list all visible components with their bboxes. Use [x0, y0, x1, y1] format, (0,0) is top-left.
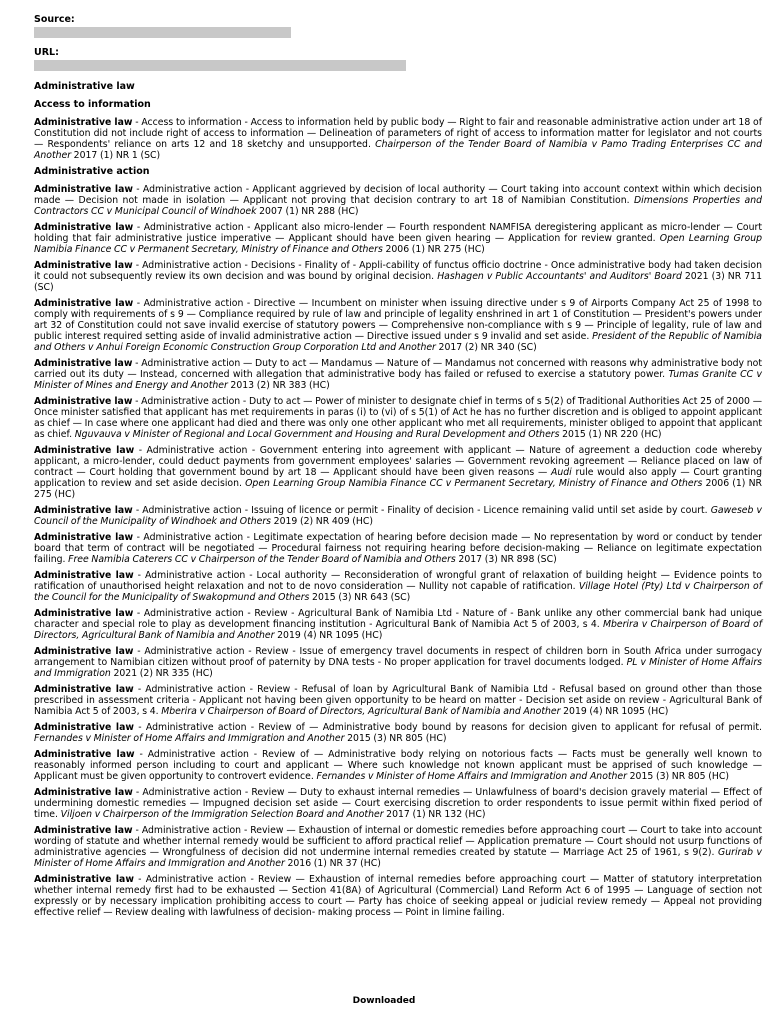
digest-entry — [34, 117, 762, 161]
entry-text: - Administrative action - Legitimate expectation of hearing before decision made — No representation by word or conduct by tender board that term of contract will be negotiated — Procedural fairness not requiring hearing before decision-making — Reliance on legitimate expectation failing. — [34, 532, 762, 565]
entry-term: Administrative law — [34, 684, 134, 695]
case-name: Fernandes v Minister of Home Affairs and Immigration and Another — [316, 771, 627, 782]
entry-text: - Administrative action - Review of — Administrative body relying on notorious facts — Facts must be generally well known to reasonably informed person including to court and applicant — Where such knowledge not known applicant must be apprised of such knowledge — Applicant must be given opportunity to controvert evidence. — [34, 749, 762, 782]
digest-entry — [34, 532, 762, 565]
entry-term: Administrative law — [34, 184, 133, 195]
subheading-administrative-action: Administrative action — [34, 166, 150, 177]
case-citation: 2019 (2) NR 409 (HC) — [271, 516, 374, 527]
entry-text-continued: rule would also apply — Court granting application to review and set aside decision. — [34, 467, 762, 489]
case-name: Mberira v Chairperson of Board of Directors, Agricultural Bank of Namibia and Another — [34, 619, 762, 641]
entry-term: Administrative law — [34, 222, 134, 233]
case-citation: 2007 (1) NR 288 (HC) — [256, 206, 359, 217]
entry-term: Administrative law — [34, 570, 134, 581]
entry-term: Administrative law — [34, 646, 134, 657]
case-name: Hashagen v Public Accountants' and Auditors' Board — [437, 271, 682, 282]
case-citation: 2015 (3) NR 643 (SC) — [309, 592, 411, 603]
entry-term: Administrative law — [34, 396, 133, 407]
entry-text-italic: Audi — [550, 467, 572, 478]
source-redaction — [34, 27, 291, 38]
case-name: Open Learning Group Namibia Finance CC v Permanent Secretary, Ministry of Finance and Others — [34, 233, 763, 255]
entry-term: Administrative law — [34, 722, 134, 733]
section-heading: Administrative law — [34, 81, 135, 92]
entry-term: Administrative law — [34, 298, 134, 309]
case-name: Gurirab v Minister of Home Affairs and Immigration and Another — [34, 847, 762, 869]
digest-entry — [34, 184, 762, 217]
case-name: Village Hotel (Pty) Ltd v Chairperson of the Council for the Municipality of Swakopmund and Others — [34, 581, 762, 603]
entry-term: Administrative law — [34, 260, 133, 271]
case-citation: 2021 (3) NR 711 (SC) — [34, 271, 762, 293]
entry-term: Administrative law — [34, 608, 134, 619]
url-label: URL: — [34, 47, 59, 58]
case-citation: 2006 (1) NR 275 (HC) — [382, 244, 485, 255]
digest-entry — [34, 722, 762, 744]
digest-entry — [34, 684, 762, 717]
entry-text: - Administrative action - Review — Duty to exhaust internal remedies — Unlawfulness of board's decision gravely material — Effect of undermining domestic remedies — Impugned decision set aside — Court exercising discretion to order respondents to issue permit within fixed period of time. — [34, 787, 762, 820]
case-citation: 2015 (3) NR 805 (HC) — [344, 733, 447, 744]
case-citation: 2006 (1) NR 275 (HC) — [34, 478, 762, 500]
entry-term: Administrative law — [34, 505, 133, 516]
entries-action — [34, 184, 762, 918]
case-citation: 2019 (4) NR 1095 (HC) — [560, 706, 669, 717]
digest-entry — [34, 445, 762, 500]
entry-text: - Administrative action - Review - Agricultural Bank of Namibia Ltd - Nature of - Bank unlike any other commercial bank had unique character and special role to play as development financing institution - Agricultural Bank of Namibia Act 5 of 2003, s 4. — [34, 608, 762, 630]
digest-entry — [34, 646, 762, 679]
entry-term: Administrative law — [34, 825, 133, 836]
case-citation: 2017 (2) NR 340 (SC) — [435, 342, 537, 353]
case-citation: 2017 (1) NR 1 (SC) — [71, 150, 161, 161]
entry-term: Administrative law — [34, 445, 135, 456]
entry-text: - Administrative action - Government entering into agreement with applicant — Nature of agreement a deduction code whereby applicant, a micro-lender, could deduct payments from government employees' salaries — Government revoking agreement — Reliance placed on law of contract — Court holding that government bound by art 18 — Applicant should have been given reasons — — [34, 445, 762, 478]
digest-entry — [34, 396, 762, 440]
case-citation: 2015 (3) NR 805 (HC) — [626, 771, 729, 782]
case-name: Mberira v Chairperson of Board of Directors, Agricultural Bank of Namibia and Another — [161, 706, 561, 717]
case-name: Fernandes v Minister of Home Affairs and Immigration and Another — [34, 733, 345, 744]
url-redaction — [34, 60, 406, 71]
case-name: Dimensions Properties and Contractors CC v Municipal Council of Windhoek — [34, 195, 762, 217]
entry-text: - Administrative action - Review - Issue of emergency travel documents in respect of children born in South Africa under surrogacy arrangement to Namibian citizen without proof of paternity by DNA tests - No proper application for travel documents lodged. — [34, 646, 762, 668]
entry-term: Administrative law — [34, 358, 133, 369]
source-label: Source: — [34, 14, 75, 25]
entries-access — [34, 117, 762, 161]
case-name: Open Learning Group Namibia Finance CC v Permanent Secretary, Ministry of Finance and Others — [245, 478, 703, 489]
digest-entry — [34, 787, 762, 820]
entry-text: - Administrative action - Decisions - Finality of - Appli-cability of functus officio doctrine - Once administrative body had taken decision it could not subsequently review its own decision and was bound by original decision. — [34, 260, 762, 282]
case-name: Chairperson of the Tender Board of Namibia v Pamo Trading Enterprises CC and Another — [34, 139, 763, 161]
downloaded-footer: Downloaded — [352, 996, 416, 1006]
digest-entry — [34, 298, 762, 353]
entry-text: - Administrative action - Directive — Incumbent on minister when issuing directive under s 9 of Airports Company Act 25 of 1998 to comply with requirements of s 9 — Compliance required by rule of law and principle of legality enshrined in art 1 of Constitution — President's powers under art 32 of Constitution could not save invalid exercise of statutory powers — Comprehensive non-compliance with s 9 — Principle of legality, rule of law and public interest required setting aside of invalid administrative action — Directive issued under s 9 invalid and set aside. — [34, 298, 762, 342]
case-citation: 2021 (2) NR 335 (HC) — [110, 668, 213, 679]
subheading-access-to-information: Access to information — [34, 99, 151, 110]
document-page — [34, 14, 762, 923]
entry-text: - Administrative action - Applicant also micro-lender — Fourth respondent NAMFISA deregistering applicant as micro-lender — Court holding that fair administrative justice imperative — Applicant should have been given hearing — Application for review granted. — [34, 222, 762, 244]
digest-entry — [34, 260, 762, 293]
case-name: Nguvauva v Minister of Regional and Local Government and Housing and Rural Development and Others — [74, 429, 560, 440]
entry-text: - Administrative action — Duty to act — Mandamus — Nature of — Mandamus not concerned with reasons why administrative body not carried out its duty — Instead, concerned with allegation that administrative body has failed or refused to exercise a statutory power. — [34, 358, 762, 380]
entry-term: Administrative law — [34, 532, 134, 543]
entry-term: Administrative law — [34, 787, 133, 798]
entry-text: - Administrative action - Applicant aggrieved by decision of local authority — Court taking into account context within which decision made — Decision not made in isolation — Applicant not proving that decision contrary to art 18 of Namibian Constitution. — [34, 184, 762, 206]
case-name: PL v Minister of Home Affairs and Immigration — [34, 657, 762, 679]
digest-entry — [34, 608, 762, 641]
digest-entry — [34, 505, 762, 527]
case-citation: 2015 (1) NR 220 (HC) — [559, 429, 662, 440]
case-citation: 2016 (1) NR 37 (HC) — [284, 858, 381, 869]
case-name: President of the Republic of Namibia and Others v Anhui Foreign Economic Construction Group Corporation Ltd and Another — [34, 331, 762, 353]
entry-term: Administrative law — [34, 117, 133, 128]
digest-entry — [34, 570, 762, 603]
case-citation: 2019 (4) NR 1095 (HC) — [274, 630, 383, 641]
digest-entry — [34, 358, 762, 391]
digest-entry — [34, 825, 762, 869]
entry-text: - Administrative action - Review — Exhaustion of internal or domestic remedies before approaching court — Court to take into account wording of statute and whether internal remedy would be sufficient to afford practical relief — Application premature — Court should not usurp functions of administrative agencies — Wrongfulness of decision did not undermine internal remedies created by statute — Marriage Act 25 of 1961, s 9(2). — [34, 825, 762, 858]
entry-term: Administrative law — [34, 749, 135, 760]
entry-text: - Administrative action - Review — Exhaustion of internal remedies before approaching court — Matter of statutory interpretation whether internal remedy first had to be exhausted — Section 41(8A) of Agricultural (Commercial) Land Reform Act 6 of 1995 — Language of section not expressly or by necessary implication prohibiting access to court — Party has choice of seeking appeal or judicial review remedy — Appeal not providing effective relief — Review dealing with lawfulness of decision- making process — Point in limine failing. — [34, 874, 762, 918]
entry-text: - Administrative action - Issuing of licence or permit - Finality of decision - Licence remaining valid until set aside by court. — [132, 505, 711, 516]
entry-text: - Administrative action - Review of — Administrative body bound by reasons for decision given to applicant for refusal of permit. — [133, 722, 762, 733]
case-citation: 2017 (3) NR 898 (SC) — [455, 554, 557, 565]
case-name: Free Namibia Caterers CC v Chairperson of the Tender Board of Namibia and Others — [68, 554, 456, 565]
case-citation: 2017 (1) NR 132 (HC) — [383, 809, 486, 820]
entry-text: - Administrative action - Review - Refusal of loan by Agricultural Bank of Namibia Ltd - Refusal based on ground other than those prescribed in assessment criteria - Applicant not having been given opportunity to be heard on matter - Decision set aside on review - Agricultural Bank of Namibia Act 5 of 2003, s 4. — [34, 684, 762, 717]
case-name: Gaweseb v Council of the Municipality of Windhoek and Others — [34, 505, 762, 527]
case-name: Viljoen v Chairperson of the Immigration Selection Board and Another — [60, 809, 384, 820]
digest-entry — [34, 874, 762, 918]
digest-entry — [34, 222, 762, 255]
digest-entry — [34, 749, 762, 782]
entry-term: Administrative law — [34, 874, 134, 885]
case-citation: 2013 (2) NR 383 (HC) — [227, 380, 330, 391]
entry-text: - Administrative action - Duty to act — Power of minister to designate chief in terms of s 5(2) of Traditional Authorities Act 25 of 2000 — Once minister satisfied that applicant has met requirements in paras (i) to (vi) of s 5(1) of Act he has no further discretion and is obliged to appoint applicant as chief — In case where one applicant had died and there was only one other applicant who met all requirements, minister obliged to appoint that applicant as chief. — [34, 396, 762, 440]
entry-text: - Administrative action - Local authority — Reconsideration of wrongful grant of relaxation of building height — Evidence points to ratification of unauthorised height relaxation and not to de novo consideration — Nullity not capable of ratification. — [34, 570, 762, 592]
entry-text: - Access to information - Access to information held by public body — Right to fair and reasonable administrative action under art 18 of Constitution did not include right of access to information — Delineation of parameters of right of access to information matter for legislator and not courts — Respondents' reliance on arts 12 and 18 sketchy and unsupported. — [34, 117, 762, 150]
case-name: Tumas Granite CC v Minister of Mines and Energy and Another — [34, 369, 763, 391]
